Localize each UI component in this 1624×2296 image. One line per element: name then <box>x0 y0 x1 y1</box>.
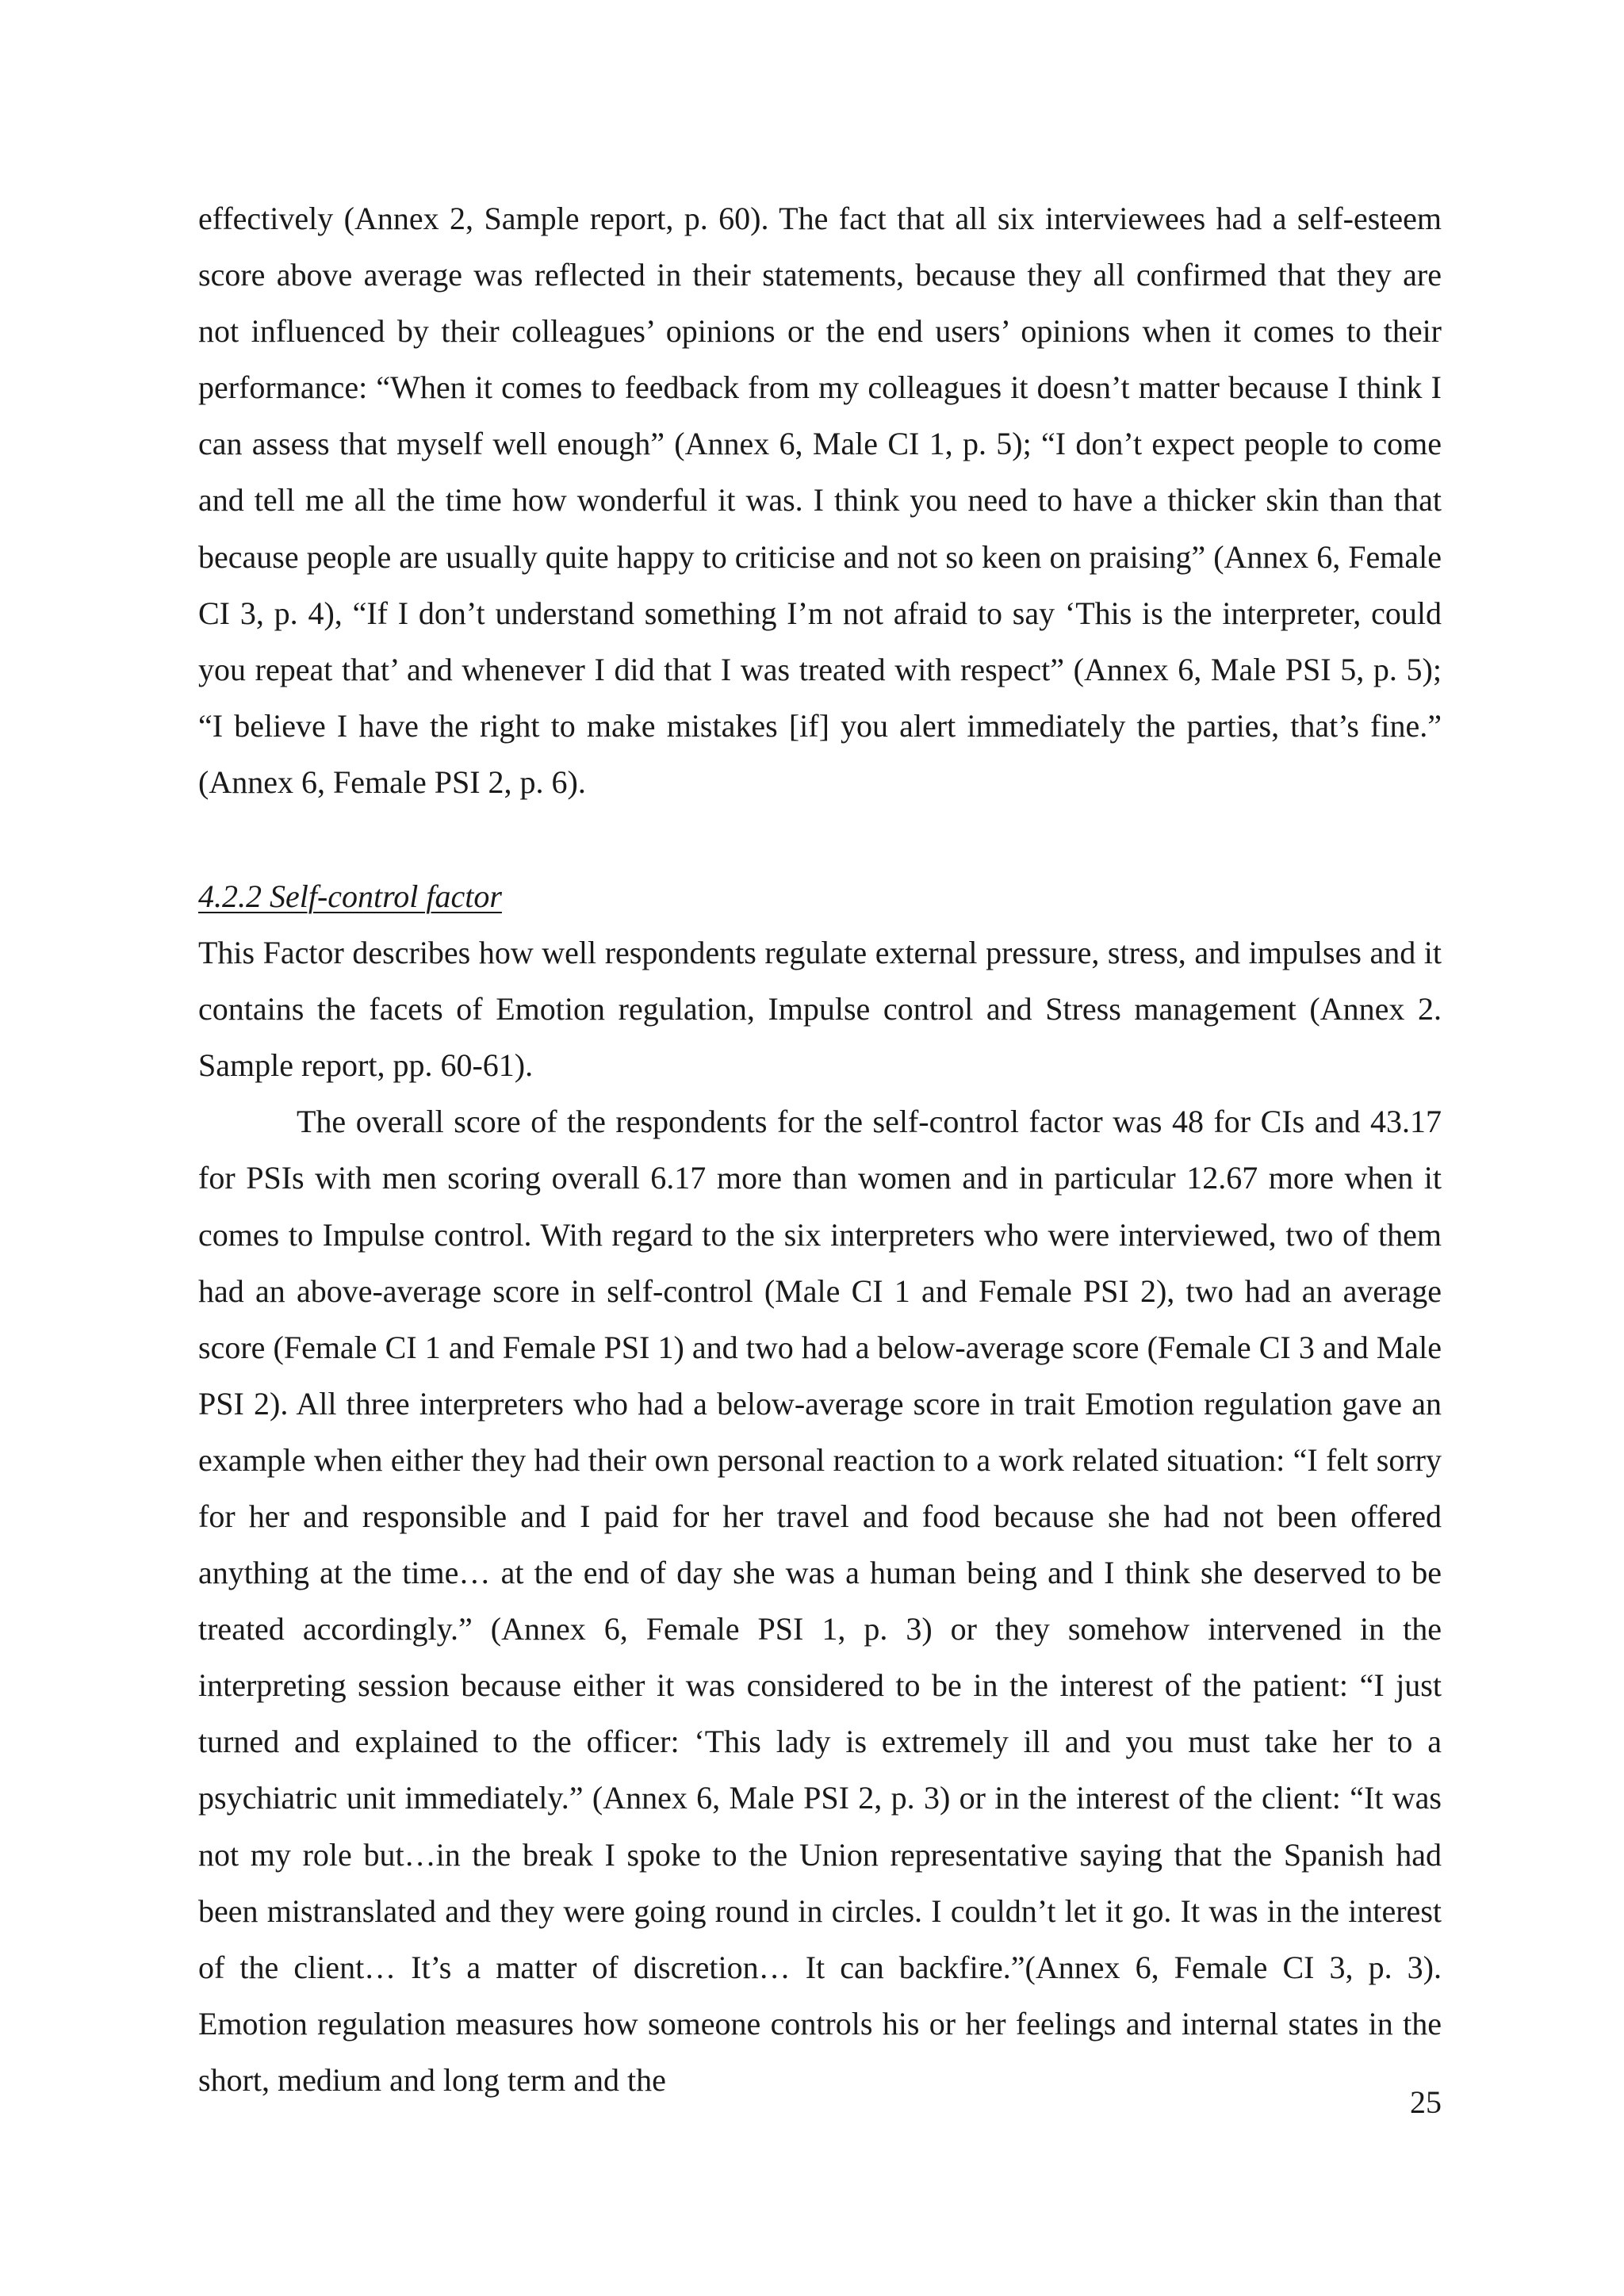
section-heading: 4.2.2 Self-control factor <box>198 878 502 915</box>
page-content <box>198 190 1442 2108</box>
paragraph-section-intro: This Factor describes how well respondents regulate external pressure, stress, and impulses and it contains the facets of Emotion regulation, Impulse control and Stress management (Annex 2. Sample report, pp. 60-61). <box>198 935 1442 1084</box>
page-number: 25 <box>1410 2084 1442 2120</box>
paragraph-self-esteem-continued: effectively (Annex 2, Sample report, p. 60). The fact that all six interviewees had a self-esteem score above average was reflected in their statements, because they all confirmed that they are not influenced by their colleagues’ opinions or the end users’ opinions when it comes to their performance: “When it comes to feedback from my colleagues it doesn’t matter because I think I can assess that myself well enough” (Annex 6, Male CI 1, p. 5); “I don’t expect people to come and tell me all the time how wonderful it was. I think you need to have a thicker skin than that because people are usually quite happy to criticise and not so keen on praising” (Annex 6, Female CI 3, p. 4), “If I don’t understand something I’m not afraid to say ‘This is the interpreter, could you repeat that’ and whenever I did that I was treated with respect” (Annex 6, Male PSI 5, p. 5); “I believe I have the right to make mistakes [if] you alert immediately the parties, that’s fine.” (Annex 6, Female PSI 2, p. 6). <box>198 201 1442 800</box>
paragraph-section-body: The overall score of the respondents for the self-control factor was 48 for CIs and 43.17 for PSIs with men scoring overall 6.17 more than women and in particular 12.67 more when it comes to Impulse control. With regard to the six interpreters who were interviewed, two of them had an above-average score in self-control (Male CI 1 and Female PSI 2), two had an average score (Female CI 1 and Female PSI 1) and two had a below-average score (Female CI 3 and Male PSI 2). All three interpreters who had a below-average score in trait Emotion regulation gave an example when either they had their own personal reaction to a work related situation: “I felt sorry for her and responsible and I paid for her travel and food because she had not been offered anything at the time… at the end of day she was a human being and I think she deserved to be treated accordingly.” (Annex 6, Female PSI 1, p. 3) or they somehow intervened in the interpreting session because either it was considered to be in the interest of the patient: “I just turned and explained to the officer: ‘This lady is extremely ill and you must take her to a psychiatric unit immediately.” (Annex 6, Male PSI 2, p. 3) or in the interest of the client: “It was not my role but…in the break I spoke to the Union representative saying that the Spanish had been mistranslated and they were going round in circles. I couldn’t let it go. It was in the interest of the client… It’s a matter of discretion… It can backfire.”(Annex 6, Female CI 3, p. 3). Emotion regulation measures how someone controls his or her feelings and internal states in the short, medium and long term and the <box>198 1104 1442 2098</box>
